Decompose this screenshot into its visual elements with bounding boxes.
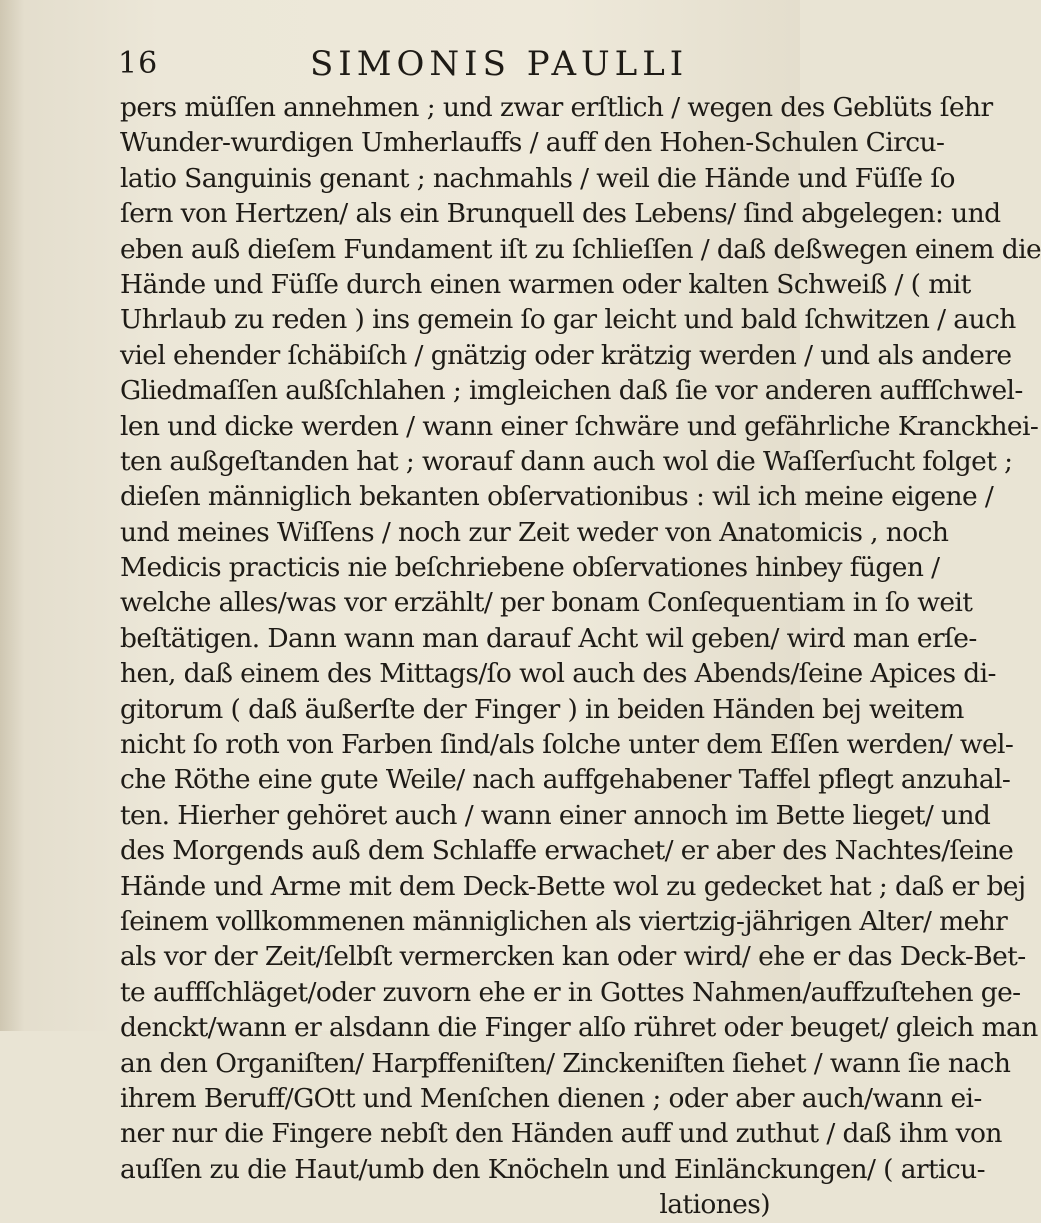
page-number: 16 (118, 46, 159, 81)
text-line: ihrem Beruff/GOtt und Menſchen dienen ; oder aber auch/wann ei- (120, 1082, 982, 1114)
text-line: Wunder-wurdigen Umherlauffs / auff den Hohen-Schulen Circu- (120, 127, 945, 159)
text-line: te auffſchläget/oder zuvorn ehe er in Gottes Nahmen/auffzuſtehen ge- (120, 976, 1021, 1008)
text-line: len und dicke werden / wann einer ſchwäre und gefährliche Kranckhei- (120, 410, 1039, 442)
text-line: eben auß dieſem Fundament iſt zu ſchlieſſen / daß deßwegen einem die (120, 233, 1041, 265)
text-line: Hände und Arme mit dem Deck-Bette wol zu gedecket hat ; daß er bej (120, 870, 1026, 902)
text-line: ner nur die Fingere nebſt den Händen auff und zuthut / daß ihm von (120, 1118, 1002, 1150)
text-line: che Röthe eine gute Weile/ nach auffgehabener Taffel pflegt anzuhal- (120, 764, 1011, 796)
text-line: auſſen zu die Haut/umb den Knöcheln und Einlänckungen/ ( articu- (120, 1153, 985, 1185)
page-header (118, 42, 758, 82)
text-line: und meines Wiſſens / noch zur Zeit weder von Anatomicis , noch (120, 516, 949, 548)
text-line: welche alles/was vor erzählt/ per bonam Conſequentiam in ſo weit (120, 587, 973, 619)
text-line: ſeinem vollkommenen männiglichen als viertzig-jährigen Alter/ mehr (120, 905, 1008, 937)
text-line: ſern von Hertzen/ als ein Brunquell des Lebens/ ſind abgelegen: und (120, 198, 1001, 230)
text-line: viel ehender ſchäbiſch / gnätzig oder krätzig werden / und als andere (120, 339, 1012, 371)
text-line: pers müſſen annehmen ; und zwar erſtlich / wegen des Geblüts ſehr (120, 92, 993, 123)
text-line: latio Sanguinis genant ; nachmahls / weil die Hände und Füſſe ſo (120, 162, 955, 194)
text-line: ten außgeſtanden hat ; worauf dann auch wol die Waſſerſucht folget ; (120, 445, 1013, 477)
text-line: Uhrlaub zu reden ) ins gemein ſo gar leicht und bald ſchwitzen / auch (120, 304, 1016, 336)
text-line: denckt/wann er alsdann die Finger alſo rühret oder beuget/ gleich man (120, 1012, 1038, 1044)
text-line: Medicis practicis nie beſchriebene obſervationes hinbey fügen / (120, 552, 940, 584)
catchword-line: lationes) (659, 1189, 770, 1221)
page-gutter-shadow (0, 0, 24, 1031)
text-line: gitorum ( daß äußerſte der Finger ) in beiden Händen bej weitem (120, 693, 964, 725)
running-head: SIMONIS PAULLI (310, 44, 689, 84)
text-line: ten. Hierher gehöret auch / wann einer annoch im Bette lieget/ und (120, 799, 991, 831)
text-line: Gliedmaſſen außſchlahen ; imgleichen daß ſie vor anderen auffſchwel- (120, 375, 1023, 407)
text-line: hen, daß einem des Mittags/ſo wol auch des Abends/ſeine Apices di- (120, 658, 996, 690)
text-line: als vor der Zeit/ſelbſt vermercken kan oder wird/ ehe er das Deck-Bet- (120, 941, 1026, 973)
text-line: beſtätigen. Dann wann man darauf Acht wil geben/ wird man erſe- (120, 622, 977, 654)
body-text (120, 90, 1041, 1223)
text-line: dieſen männiglich bekanten obſervationibus : wil ich meine eigene / (120, 481, 994, 513)
text-line: nicht ſo roth von Farben ſind/als ſolche unter dem Eſſen werden/ wel- (120, 729, 1014, 761)
text-line: Hände und Füſſe durch einen warmen oder kalten Schweiß / ( mit (120, 268, 971, 300)
text-line: an den Organiſten/ Harpffeniſten/ Zinckeniſten ſiehet / wann ſie nach (120, 1047, 1011, 1079)
text-line: des Morgends auß dem Schlaffe erwachet/ er aber des Nachtes/ſeine (120, 835, 1014, 867)
